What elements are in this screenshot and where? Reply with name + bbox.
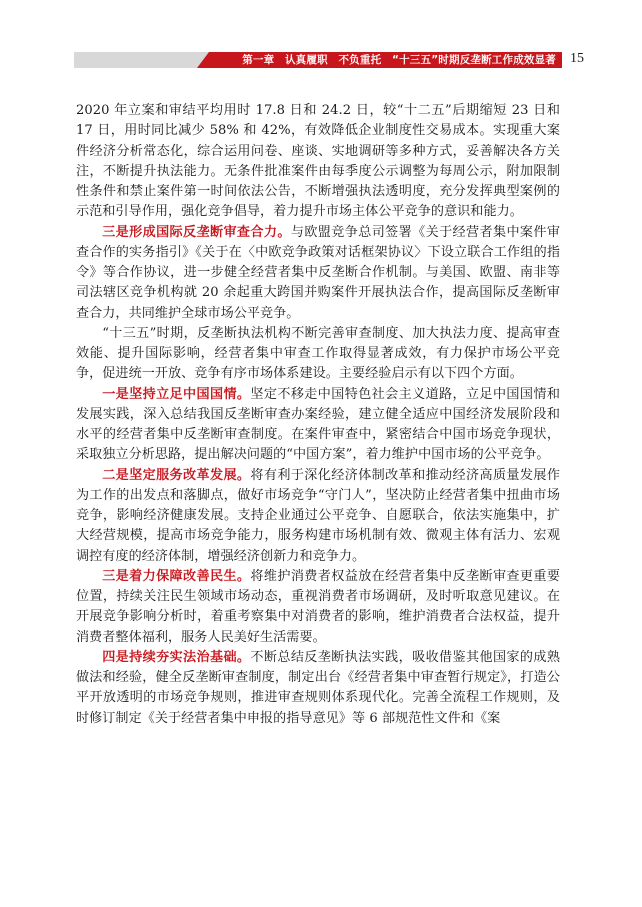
paragraph-heading: 二是坚定服务改革发展。 xyxy=(102,467,251,483)
page-number: 15 xyxy=(570,51,584,66)
chapter-title: 第一章 认真履职 不负重托 “十三五”时期反垄断工作成效显著 xyxy=(242,54,556,66)
paragraph-3 xyxy=(76,324,560,385)
paragraph-4 xyxy=(76,385,560,466)
paragraph-text: 将有利于深化经济体制改革和推动经济高质量发展作为工作的出发点和落脚点，做好市场竞争“守门人”，坚决防止经营者集中扭曲市场竞争，影响经济健康发展。支持企业通过公平竞争、自愿联合，依法实施集中，扩大经营规模，提高市场竞争能力，服务构建市场机制有效、微观主体有活力、宏观调控有度的经济体制，增强经济创新力和竞争力。 xyxy=(76,467,560,564)
paragraph-heading: 一是坚持立足中国国情。 xyxy=(102,386,251,402)
paragraph-6 xyxy=(76,567,560,648)
paragraph-7 xyxy=(76,648,560,729)
body-text xyxy=(76,101,560,729)
paragraph-text: “十三五”时期，反垄断执法机构不断完善审查制度、加大执法力度、提高审查效能、提升国际影响，经营者集中审查工作取得显著成效，有力保护市场公平竞争，促进统一开放、竞争有序市场体系建设。主要经验启示有以下四个方面。 xyxy=(76,325,560,382)
paragraph-text: 不断总结反垄断执法实践，吸收借鉴其他国家的成熟做法和经验，健全反垄断审查制度，制定出台《经营者集中审查暂行规定》，打造公平开放透明的市场竞争规则，推进审查规则体系现代化。完善全流程工作规则，及时修订制定《关于经营者集中申报的指导意见》等 6 部规范性文件和《案 xyxy=(76,649,560,726)
paragraph-heading: 三是着力保障改善民生。 xyxy=(102,568,251,584)
paragraph-1 xyxy=(76,101,560,223)
paragraph-text: 2020 年立案和审结平均用时 17.8 日和 24.2 日，较“十二五”后期缩短 23 日和 17 日，用时同比减少 58% 和 42%，有效降低企业制度性交易成本。实现重大案件经济分析常态化，综合运用问卷、座谈、实地调研等多种方式，妥善解决各方关注，不断提升执法能力。无条件批准案件由每季度公示调整为每周公示，附加限制性条件和禁止案件第一时间依法公告，不断增强执法透明度，充分发挥典型案例的示范和引导作用，强化竞争倡导，着力提升市场主体公平竞争的意识和能力。 xyxy=(76,103,560,220)
paragraph-text: 与欧盟竞争总司签署《关于经营者集中案件审查合作的实务指引》《关于在〈中欧竞争政策对话框架协议〉下设立联合工作组的指令》等合作协议，进一步健全经营者集中反垄断合作机制。与美国、欧盟、南非等司法辖区竞争机构就 20 余起重大跨国并购案件开展执法合作，提高国际反垄断审查合力，共同维护全球市场公平竞争。 xyxy=(76,224,561,321)
paragraph-text: 将维护消费者权益放在经营者集中反垄断审查更重要位置，持续关注民生领域市场动态，重视消费者市场调研，及时听取意见建议。在开展竞争影响分析时，着重考察集中对消费者的影响，维护消费者合法权益，提升消费者整体福利，服务人民美好生活需要。 xyxy=(76,568,560,645)
paragraph-text: 坚定不移走中国特色社会主义道路，立足中国国情和发展实践，深入总结我国反垄断审查办案经验，建立健全适应中国经济发展阶段和水平的经营者集中反垄断审查制度。在案件审查中，紧密结合中国市场竞争现状，采取独立分析思路，提出解决问题的“中国方案”，着力维护中国市场的公平竞争。 xyxy=(76,386,560,463)
paragraph-2 xyxy=(76,223,560,324)
paragraph-heading: 四是持续夯实法治基础。 xyxy=(102,649,251,665)
paragraph-heading: 三是形成国际反垄断审查合力。 xyxy=(102,224,291,240)
paragraph-5 xyxy=(76,466,560,567)
